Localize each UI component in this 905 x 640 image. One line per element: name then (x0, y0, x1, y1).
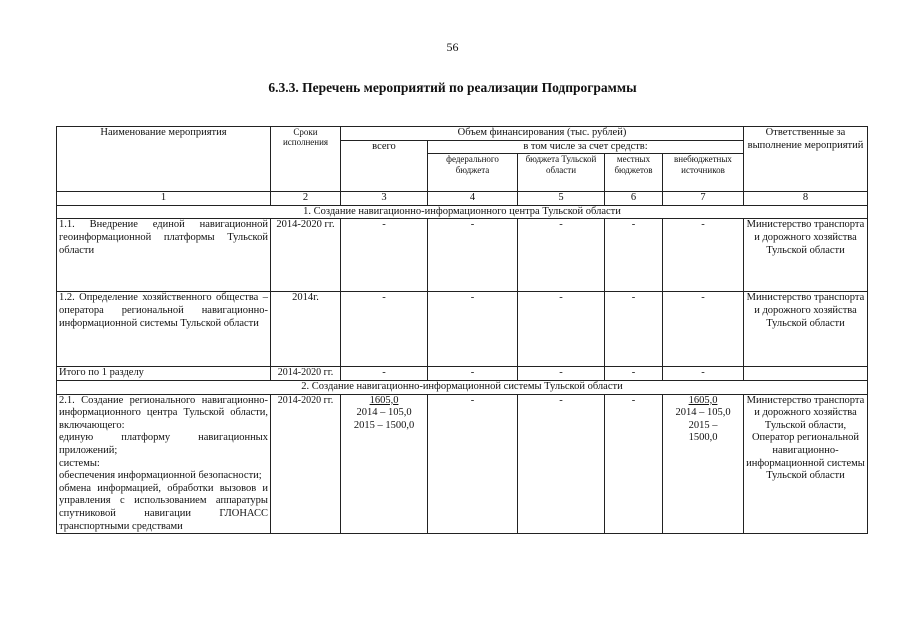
activities-table (56, 126, 868, 534)
section-1-title-row (57, 205, 868, 219)
local-value: - (605, 219, 663, 292)
local-value: - (605, 394, 663, 534)
total-label: Итого по 1 разделу (57, 367, 271, 381)
activity-term: 2014г. (271, 292, 341, 367)
responsible-value: Министерство транспорта и дорожного хозяйства Тульской области, Оператор региональной навигационно-информационной системы Тульской области (744, 394, 868, 534)
column-number: 6 (605, 192, 663, 206)
header-financing: Объем финансирования (тыс. рублей) (341, 127, 744, 141)
document-title: 6.3.3. Перечень мероприятий по реализации Подпрограммы (268, 80, 637, 95)
table-row (57, 394, 868, 534)
header-local: местных бюджетов (605, 154, 663, 192)
extra-2015-label: 2015 – (688, 419, 718, 431)
extra-value: - (663, 219, 744, 292)
activity-name: 2.1. Создание регионального навигационно-информационного центра Тульской области, включающего: единую платформу навигационных приложений; системы: обеспечения информационной безопасности; обмена информацией, обработки вызовов и управления с использованием аппаратуры спутниковой навигации ГЛОНАСС транспортными средствами (57, 394, 271, 534)
regional-value: - (518, 219, 605, 292)
local-value: - (605, 292, 663, 367)
extra-sum: 1605,0 (688, 394, 718, 406)
federal-value: - (428, 367, 518, 381)
section-1-total-row (57, 367, 868, 381)
local-value: - (605, 367, 663, 381)
column-number: 8 (744, 192, 868, 206)
total-value: - (341, 367, 428, 381)
header-total: всего (341, 140, 428, 192)
column-numbers-row (57, 192, 868, 206)
total-value-cell (341, 394, 428, 534)
activity-name: 1.1. Внедрение единой навигационной геоинформационной платформы Тульской области (57, 219, 271, 292)
responsible-value: Министерство транспорта и дорожного хозяйства Тульской области (744, 219, 868, 292)
regional-value: - (518, 394, 605, 534)
column-number: 4 (428, 192, 518, 206)
federal-value: - (428, 219, 518, 292)
table-row (57, 219, 868, 292)
total-2014: 2014 – 105,0 (356, 407, 412, 419)
extra-value-cell (663, 394, 744, 534)
federal-value: - (428, 394, 518, 534)
total-value: - (341, 292, 428, 367)
activity-term: 2014-2020 гг. (271, 394, 341, 534)
total-value: - (341, 219, 428, 292)
total-sum: 1605,0 (369, 394, 399, 406)
header-responsible: Ответственные за выполнение мероприятий (744, 127, 868, 192)
extra-value: - (663, 367, 744, 381)
section-2-title-row (57, 380, 868, 394)
header-including: в том числе за счет средств: (428, 140, 744, 154)
section-2-title: 2. Создание навигационно-информационной системы Тульской области (57, 380, 868, 394)
column-number: 7 (663, 192, 744, 206)
column-number: 2 (271, 192, 341, 206)
federal-value: - (428, 292, 518, 367)
header-row-1 (57, 127, 868, 141)
regional-value: - (518, 292, 605, 367)
header-terms: Сроки исполнения (271, 127, 341, 192)
header-regional: бюджета Тульской области (518, 154, 605, 192)
responsible-empty (744, 367, 868, 381)
column-number: 5 (518, 192, 605, 206)
total-term: 2014-2020 гг. (271, 367, 341, 381)
header-federal: федерального бюджета (428, 154, 518, 192)
extra-value: - (663, 292, 744, 367)
activity-term: 2014-2020 гг. (271, 219, 341, 292)
regional-value: - (518, 367, 605, 381)
table-row (57, 292, 868, 367)
page-number: 56 (446, 40, 459, 54)
column-number: 3 (341, 192, 428, 206)
section-1-title: 1. Создание навигационно-информационного центра Тульской области (57, 205, 868, 219)
header-name: Наименование мероприятия (57, 127, 271, 192)
extra-2014: 2014 – 105,0 (675, 407, 731, 419)
header-extra: внебюджетных источников (663, 154, 744, 192)
extra-2015-value: 1500,0 (688, 432, 718, 444)
responsible-value: Министерство транспорта и дорожного хозяйства Тульской области (744, 292, 868, 367)
total-2015: 2015 – 1500,0 (353, 419, 415, 431)
activity-name: 1.2. Определение хозяйственного общества – оператора региональной навигационно-информационной системы Тульской области (57, 292, 271, 367)
column-number: 1 (57, 192, 271, 206)
